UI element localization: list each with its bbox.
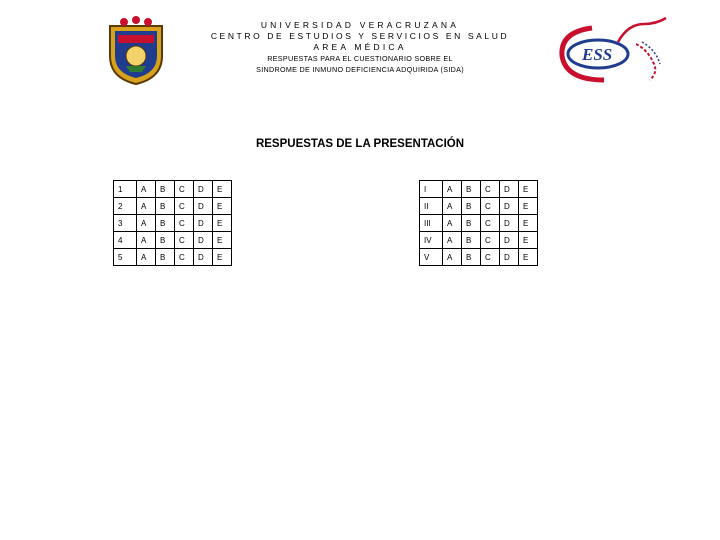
option-e-cell: E [213,249,232,266]
answers-table-left [113,180,232,266]
option-b-cell: B [462,249,481,266]
option-b-cell: B [462,198,481,215]
document-header [200,20,520,75]
option-a-cell: A [443,249,462,266]
option-c-cell: C [481,215,500,232]
cess-logo [552,16,680,88]
option-c-cell: C [175,249,194,266]
university-seal-logo [104,16,168,86]
option-e-cell: E [519,215,538,232]
header-area: AREA MÉDICA [313,42,407,52]
table-row [114,232,232,249]
option-c-cell: C [175,215,194,232]
option-a-cell: A [443,232,462,249]
svg-text:ESS: ESS [582,45,613,64]
header-center: CENTRO DE ESTUDIOS Y SERVICIOS EN SALUD [210,31,510,41]
option-d-cell: D [194,181,213,198]
option-d-cell: D [194,198,213,215]
option-b-cell: B [156,215,175,232]
table-row [114,198,232,215]
option-b-cell: B [462,232,481,249]
option-b-cell: B [156,198,175,215]
option-e-cell: E [213,232,232,249]
option-c-cell: C [175,198,194,215]
table-row [420,181,538,198]
option-a-cell: A [443,215,462,232]
question-number: I [420,181,443,198]
question-number: IV [420,232,443,249]
option-d-cell: D [194,249,213,266]
option-e-cell: E [519,249,538,266]
table-row [114,215,232,232]
option-b-cell: B [462,215,481,232]
option-d-cell: D [194,215,213,232]
question-number: III [420,215,443,232]
question-number: 1 [114,181,137,198]
header-university: UNIVERSIDAD VERACRUZANA [260,20,460,30]
option-e-cell: E [519,198,538,215]
option-e-cell: E [213,215,232,232]
question-number: 4 [114,232,137,249]
question-number: 5 [114,249,137,266]
presentation-answers-title: RESPUESTAS DE LA PRESENTACIÓN [255,138,465,150]
question-number: V [420,249,443,266]
option-a-cell: A [137,198,156,215]
option-a-cell: A [443,198,462,215]
option-b-cell: B [462,181,481,198]
table-row [420,198,538,215]
option-d-cell: D [194,232,213,249]
table-row [420,215,538,232]
option-e-cell: E [519,181,538,198]
option-c-cell: C [481,198,500,215]
option-c-cell: C [481,232,500,249]
option-c-cell: C [175,232,194,249]
table-row [420,232,538,249]
table-row [114,181,232,198]
question-number: 2 [114,198,137,215]
option-b-cell: B [156,181,175,198]
option-a-cell: A [137,181,156,198]
header-answers-for: RESPUESTAS PARA EL CUESTIONARIO SOBRE EL [267,54,453,63]
option-b-cell: B [156,232,175,249]
question-number: 3 [114,215,137,232]
option-c-cell: C [481,249,500,266]
option-e-cell: E [213,198,232,215]
option-b-cell: B [156,249,175,266]
table-row [420,249,538,266]
option-d-cell: D [500,249,519,266]
question-number: II [420,198,443,215]
option-a-cell: A [137,232,156,249]
option-a-cell: A [137,215,156,232]
option-d-cell: D [500,198,519,215]
option-a-cell: A [443,181,462,198]
option-d-cell: D [500,215,519,232]
table-row [114,249,232,266]
answers-table-right [419,180,538,266]
option-e-cell: E [519,232,538,249]
option-c-cell: C [481,181,500,198]
option-a-cell: A [137,249,156,266]
header-syndrome: SINDROME DE INMUNO DEFICIENCIA ADQUIRIDA (SIDA) [256,65,464,74]
option-e-cell: E [213,181,232,198]
option-d-cell: D [500,181,519,198]
option-d-cell: D [500,232,519,249]
option-c-cell: C [175,181,194,198]
